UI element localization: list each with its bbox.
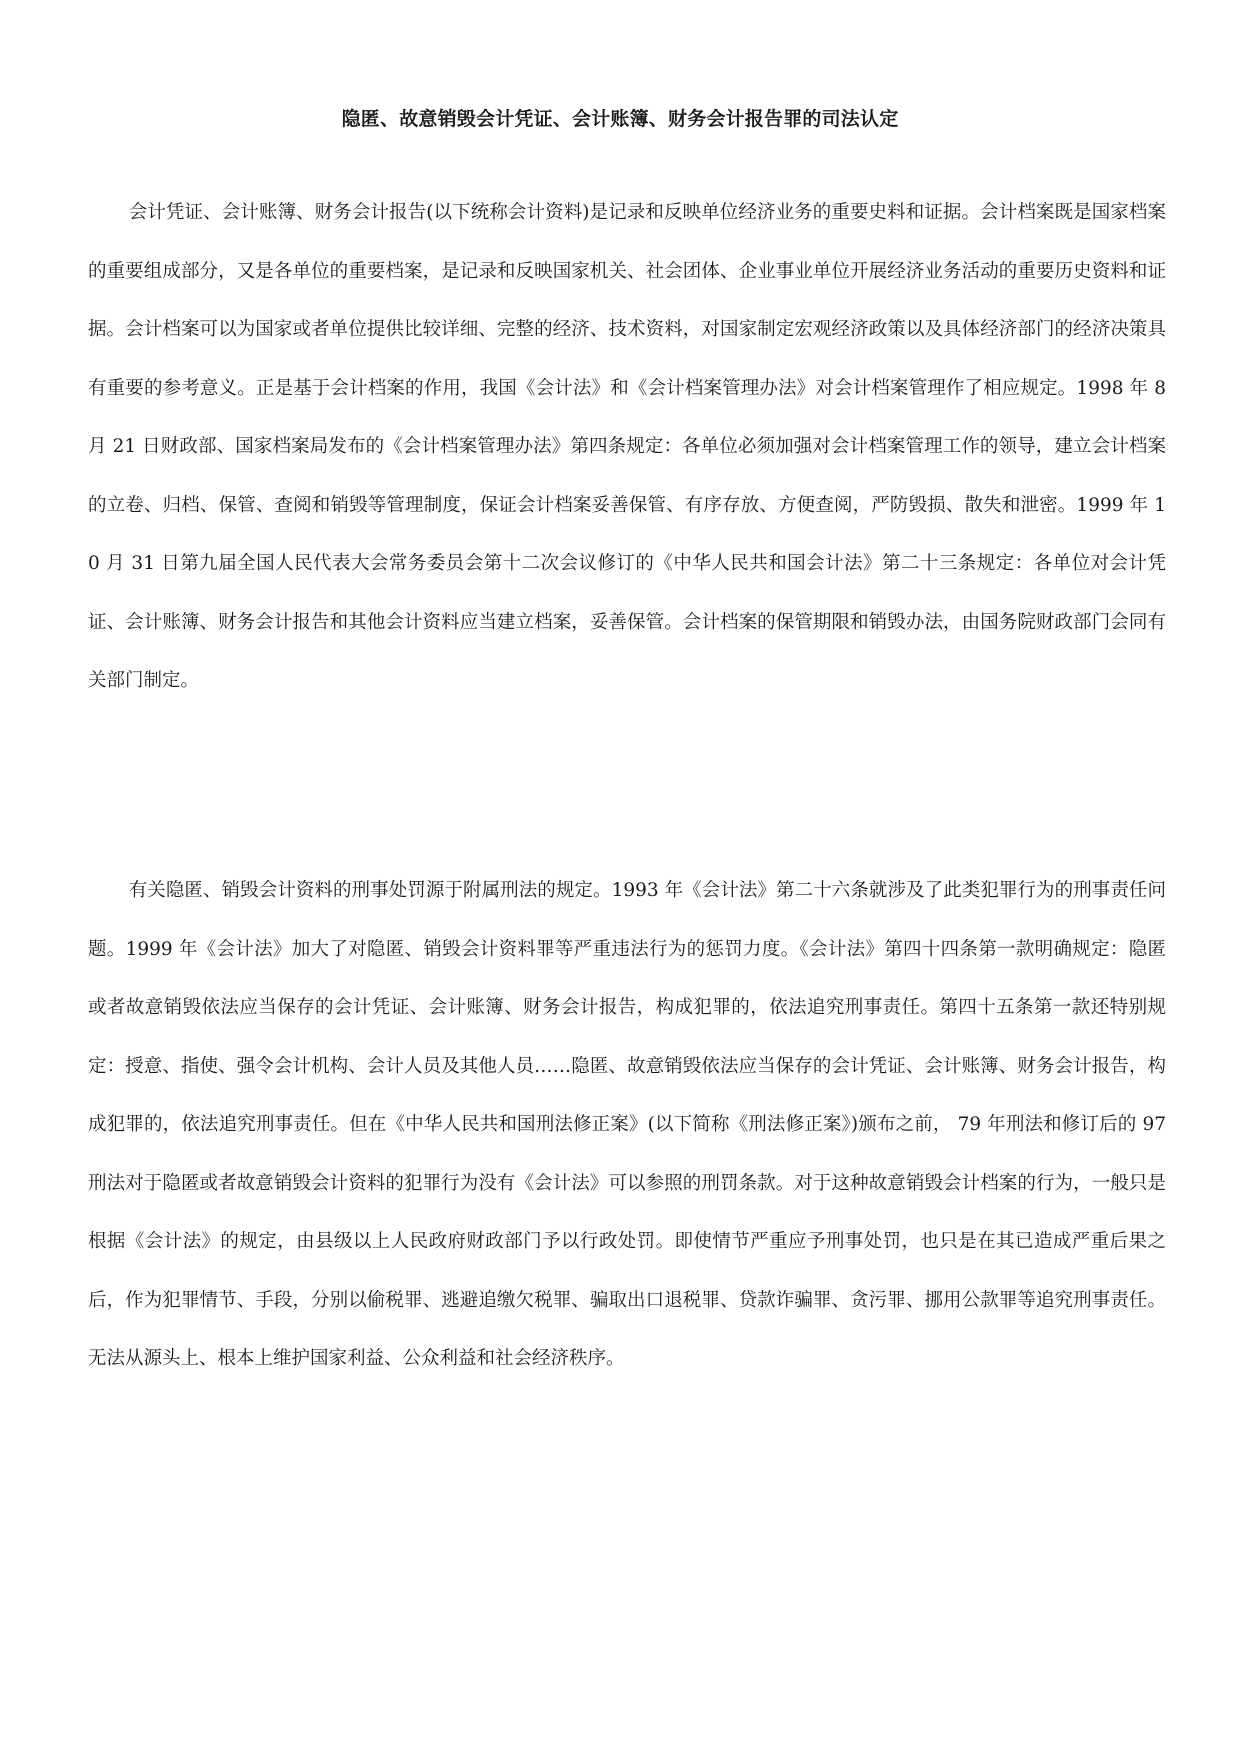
document-title: 隐匿、故意销毁会计凭证、会计账簿、财务会计报告罪的司法认定 [341, 108, 899, 130]
body-paragraph-archives: 会计凭证、会计账簿、财务会计报告(以下统称会计资料)是记录和反映单位经济业务的重要史料和证据。会计档案既是国家档案的重要组成部分，又是各单位的重要档案，是记录和反映国家机关、社会团体、企业事业单位开展经济业务活动的重要历史资料和证据。会计档案可以为国家或者单位提供比较详细、完整的经济、技术资料，对国家制定宏观经济政策以及具体经济部门的经济决策具有重要的参考意义。正是基于会计档案的作用，我国《会计法》和《会计档案管理办法》对会计档案管理作了相应规定。1998 年 8 月 21 日财政部、国家档案局发布的《会计档案管理办法》第四条规定：各单位必须加强对会计档案管理工作的领导，建立会计档案的立卷、归档、保管、查阅和销毁等管理制度，保证会计档案妥善保管、有序存放、方便查阅，严防毁损、散失和泄密。1999 年 10 月 31 日第九届全国人民代表大会常务委员会第十二次会议修订的《中华人民共和国会计法》第二十三条规定：各单位对会计凭证、会计账簿、财务会计报告和其他会计资料应当建立档案，妥善保管。会计档案的保管期限和销毁办法，由国务院财政部门会同有关部门制定。 [88, 202, 1166, 691]
body-paragraph-criminal-liability: 有关隐匿、销毁会计资料的刑事处罚源于附属刑法的规定。1993 年《会计法》第二十六条就涉及了此类犯罪行为的刑事责任问题。1999 年《会计法》加大了对隐匿、销毁会计资料罪等严重违法行为的惩罚力度。《会计法》第四十四条第一款明确规定：隐匿或者故意销毁依法应当保存的会计凭证、会计账簿、财务会计报告，构成犯罪的，依法追究刑事责任。第四十五条第一款还特别规定：授意、指使、强令会计机构、会计人员及其他人员……隐匿、故意销毁依法应当保存的会计凭证、会计账簿、财务会计报告，构成犯罪的，依法追究刑事责任。但在《中华人民共和国刑法修正案》(以下简称《刑法修正案》)颁布之前， 79 年刑法和修订后的 97 刑法对于隐匿或者故意销毁会计资料的犯罪行为没有《会计法》可以参照的刑罚条款。对于这种故意销毁会计档案的行为，一般只是根据《会计法》的规定，由县级以上人民政府财政部门予以行政处罚。即使情节严重应予刑事处罚，也只是在其已造成严重后果之后，作为犯罪情节、手段，分别以偷税罪、逃避追缴欠税罪、骗取出口退税罪、贷款诈骗罪、贪污罪、挪用公款罪等追究刑事责任。无法从源头上、根本上维护国家利益、公众利益和社会经济秩序。 [88, 880, 1166, 1369]
